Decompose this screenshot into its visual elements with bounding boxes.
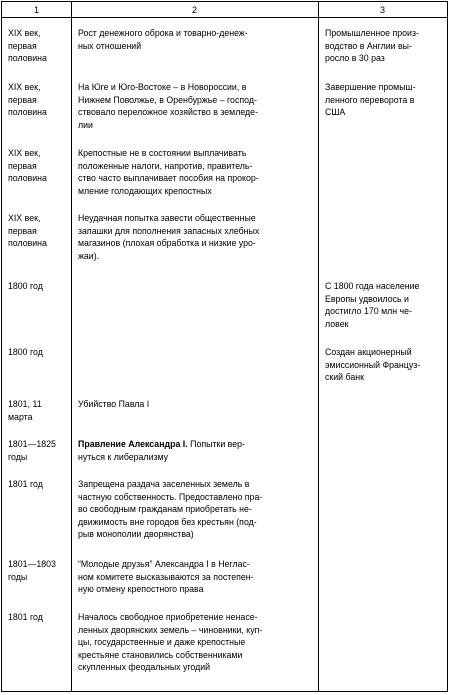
timeline-table — [1, 1, 448, 692]
row-world-event: С 1800 года население Европы удвоилось и достигло 170 млн че- ловек — [325, 281, 420, 329]
row-world-event: Промышленное произ- водство в Англии вы- росло в 30 раз — [325, 28, 419, 64]
row-date: XIX век, первая половина — [8, 213, 47, 249]
row-date: XIX век, первая половина — [8, 148, 47, 184]
row-event: Запрещена раздача заселенных земель в частную собственность. Предоставлено пра- во свободным гражданам приобретать не- движимость вне городов без крестьян (под- рыв монополии дворянства) — [78, 479, 263, 540]
row-event — [78, 438, 310, 463]
row-event: Убийство Павла I — [78, 399, 150, 409]
row-world-event: Завершение промыш- ленного переворота в США — [325, 82, 416, 118]
row-event: “Молодые друзья” Александра I в Неглас- ном комитете высказываются за постепен- ную отмену крепостного права — [78, 559, 254, 595]
row-date: XIX век, первая половина — [8, 82, 47, 118]
row-event: Рост денежного оброка и товарно-денеж- ных отношений — [78, 28, 248, 51]
column-divider — [318, 2, 319, 691]
event-text: Попытки вер- нуться к либерализму — [78, 439, 245, 462]
column-divider — [71, 2, 72, 691]
row-date: 1800 год — [8, 347, 43, 357]
row-date: 1801, 11 марта — [8, 399, 42, 422]
row-event: Неудачная попытка завести общественные запашки для пополнения запасных хлебных магазинов (плохая обработка и низкие уро- жаи). — [78, 213, 260, 261]
header-divider — [2, 17, 447, 18]
row-date: XIX век, первая половина — [8, 28, 47, 64]
row-date: 1801 год — [8, 479, 43, 489]
event-heading: Правление Александра I. — [78, 439, 188, 449]
column-header-1: 1 — [33, 5, 39, 15]
row-date: 1801 год — [8, 612, 43, 622]
row-world-event: Создан акционерный эмиссионный Француз- ский банк — [325, 347, 421, 383]
row-event: На Юге и Юго-Востоке – в Новороссии, в Нижнем Поволжье, в Оренбуржье – господ- ствовало переложное хозяйство в земледе- лии — [78, 82, 258, 130]
row-event: Крепостные не в состоянии выплачивать положенные налоги, напротив, правитель- ство часто выплачивает пособия на прокор- мление голодающих крепостных — [78, 148, 259, 196]
row-date: 1801—1825 годы — [8, 439, 56, 462]
column-header-2: 2 — [191, 5, 197, 15]
column-header-3: 3 — [379, 5, 385, 15]
row-date: 1801—1803 годы — [8, 559, 56, 582]
row-event: Началось свободное приобретение ненасе- ленных дворянских земель – чиновники, куп- цы, государственные и даже крепостные крестьяне становились собственниками скупленных феодальных угодий — [78, 612, 263, 673]
row-date: 1800 год — [8, 281, 43, 291]
